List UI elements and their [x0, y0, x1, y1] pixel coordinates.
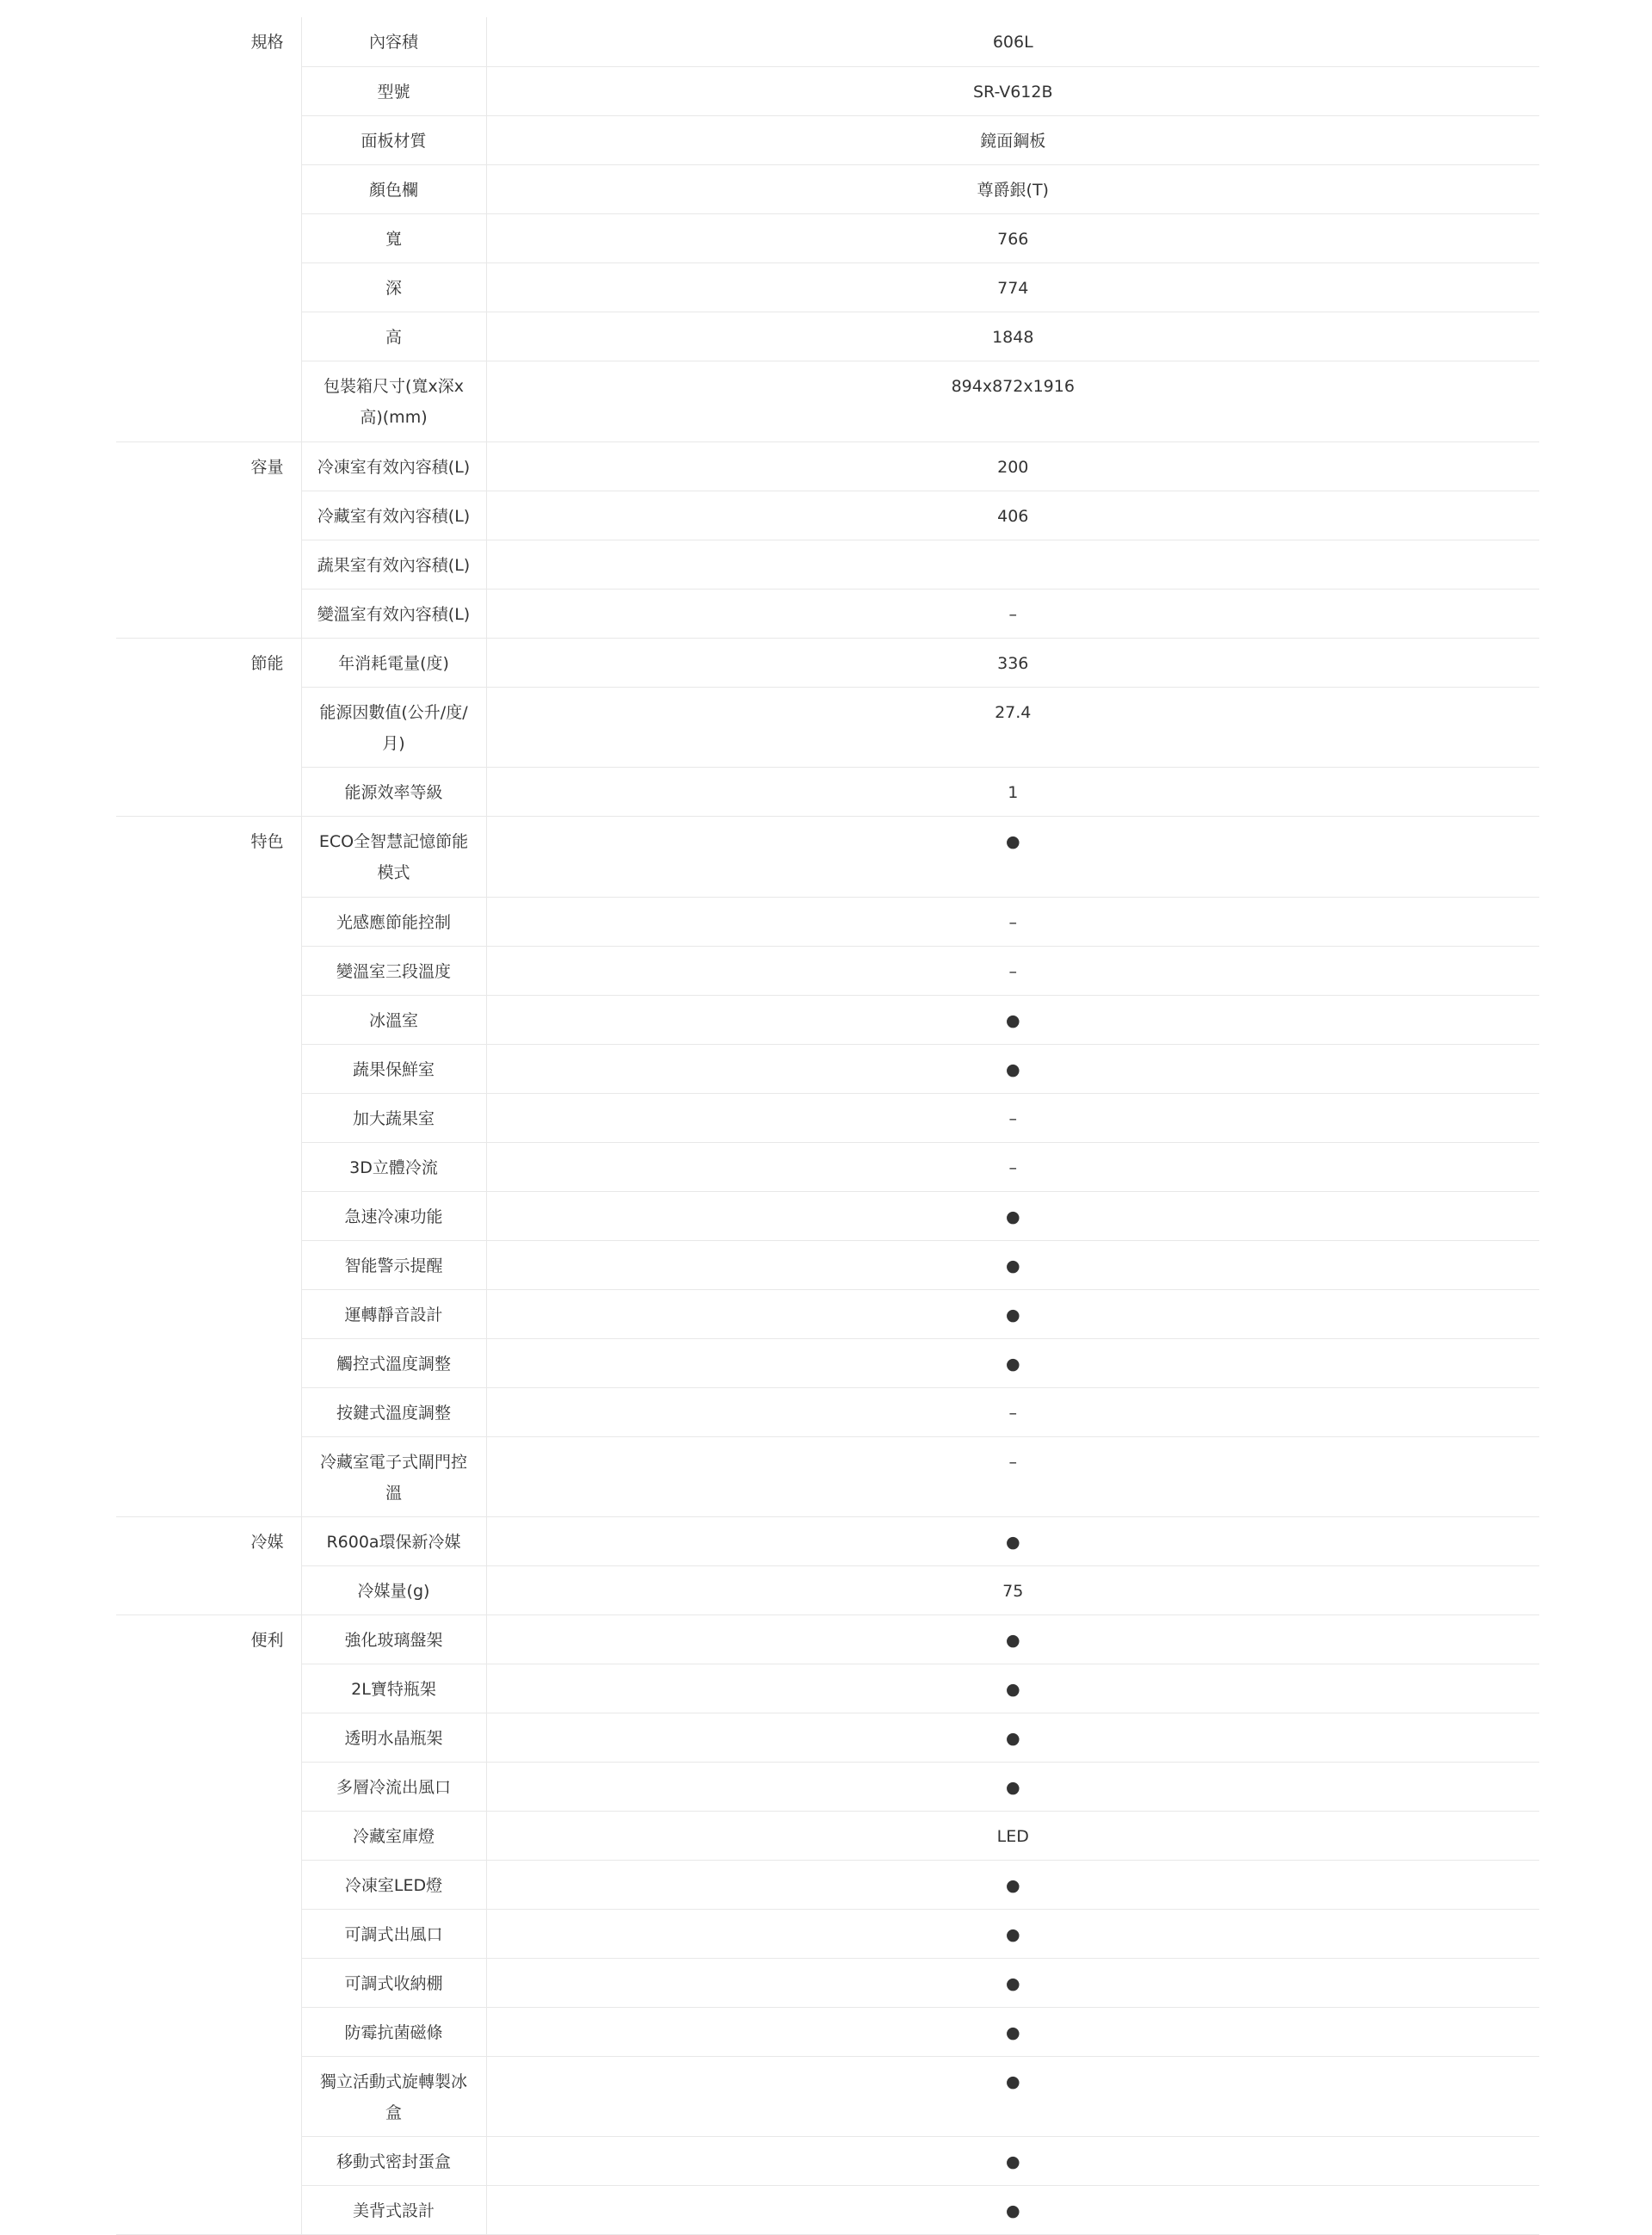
spec-row: [116, 1516, 1539, 1565]
spec-item-label: 型號: [301, 66, 486, 115]
spec-item-label: 年消耗電量(度): [301, 638, 486, 687]
spec-value-dot-icon: ●: [486, 1664, 1539, 1713]
spec-row: [116, 1093, 1539, 1142]
spec-value-dot-icon: ●: [486, 1516, 1539, 1565]
spec-category: [116, 1860, 301, 1909]
spec-value: –: [486, 1387, 1539, 1436]
spec-value: SR-V612B: [486, 66, 1539, 115]
spec-item-label: R600a環保新冷媒: [301, 1516, 486, 1565]
spec-category: [116, 1044, 301, 1093]
spec-value: LED: [486, 1811, 1539, 1860]
spec-value: 894x872x1916: [486, 361, 1539, 441]
spec-row: [116, 1338, 1539, 1387]
spec-row: [116, 1958, 1539, 2007]
spec-row: [116, 1615, 1539, 1664]
spec-item-label: 加大蔬果室: [301, 1093, 486, 1142]
spec-value-dot-icon: ●: [486, 1909, 1539, 1958]
spec-row: [116, 816, 1539, 897]
spec-row: [116, 491, 1539, 540]
spec-row: [116, 1811, 1539, 1860]
spec-table: [116, 17, 1539, 2235]
spec-item-label: 冷媒量(g): [301, 1565, 486, 1615]
spec-item-label: 觸控式溫度調整: [301, 1338, 486, 1387]
spec-value-dot-icon: ●: [486, 995, 1539, 1044]
spec-category: 規格: [116, 17, 301, 66]
spec-category: [116, 1762, 301, 1811]
spec-row: [116, 687, 1539, 767]
spec-item-label: 按鍵式溫度調整: [301, 1387, 486, 1436]
spec-value: –: [486, 1142, 1539, 1191]
spec-row: [116, 1142, 1539, 1191]
spec-value-dot-icon: ●: [486, 1713, 1539, 1762]
spec-value-dot-icon: ●: [486, 1860, 1539, 1909]
spec-category: [116, 1191, 301, 1240]
spec-row: [116, 1860, 1539, 1909]
spec-row: [116, 213, 1539, 262]
spec-value: 200: [486, 441, 1539, 491]
spec-row: [116, 115, 1539, 164]
spec-value-dot-icon: ●: [486, 1289, 1539, 1338]
spec-item-label: 變溫室有效內容積(L): [301, 589, 486, 638]
spec-category: [116, 2007, 301, 2056]
spec-category: [116, 995, 301, 1044]
spec-value: 尊爵銀(T): [486, 164, 1539, 213]
spec-item-label: 冷凍室有效內容積(L): [301, 441, 486, 491]
spec-category: [116, 1436, 301, 1516]
spec-row: [116, 262, 1539, 312]
spec-category: [116, 1338, 301, 1387]
spec-category: [116, 2185, 301, 2234]
spec-item-label: 變溫室三段溫度: [301, 946, 486, 995]
spec-row: [116, 1044, 1539, 1093]
spec-category: [116, 1909, 301, 1958]
spec-value: –: [486, 897, 1539, 946]
spec-value-dot-icon: ●: [486, 1338, 1539, 1387]
spec-category: [116, 540, 301, 589]
spec-row: [116, 1909, 1539, 1958]
spec-row: [116, 1713, 1539, 1762]
spec-category: [116, 1093, 301, 1142]
spec-item-label: 可調式收納棚: [301, 1958, 486, 2007]
spec-item-label: 3D立體冷流: [301, 1142, 486, 1191]
spec-category: [116, 312, 301, 361]
spec-item-label: 包裝箱尺寸(寬x深x高)(mm): [301, 361, 486, 441]
spec-value: –: [486, 1436, 1539, 1516]
spec-value: 406: [486, 491, 1539, 540]
spec-category: [116, 1713, 301, 1762]
spec-category: [116, 66, 301, 115]
spec-item-label: 冷凍室LED燈: [301, 1860, 486, 1909]
spec-category: [116, 213, 301, 262]
spec-item-label: 獨立活動式旋轉製冰盒: [301, 2056, 486, 2136]
spec-item-label: 強化玻璃盤架: [301, 1615, 486, 1664]
spec-value: 336: [486, 638, 1539, 687]
spec-row: [116, 441, 1539, 491]
spec-category: [116, 1664, 301, 1713]
spec-row: [116, 2056, 1539, 2136]
spec-category: [116, 897, 301, 946]
spec-item-label: 冷藏室電子式閘門控溫: [301, 1436, 486, 1516]
spec-category: [116, 2136, 301, 2185]
spec-item-label: 冷藏室庫燈: [301, 1811, 486, 1860]
spec-category: [116, 262, 301, 312]
spec-category: [116, 1387, 301, 1436]
spec-value: 766: [486, 213, 1539, 262]
spec-value-dot-icon: ●: [486, 2136, 1539, 2185]
spec-row: [116, 1191, 1539, 1240]
spec-value: –: [486, 1093, 1539, 1142]
spec-value-dot-icon: ●: [486, 816, 1539, 897]
spec-value-dot-icon: ●: [486, 1615, 1539, 1664]
spec-category: 便利: [116, 1615, 301, 1664]
spec-category: [116, 361, 301, 441]
spec-row: [116, 1565, 1539, 1615]
spec-category: [116, 115, 301, 164]
spec-item-label: 顏色欄: [301, 164, 486, 213]
spec-category: [116, 1240, 301, 1289]
spec-item-label: 高: [301, 312, 486, 361]
spec-row: [116, 1387, 1539, 1436]
spec-category: [116, 1565, 301, 1615]
spec-row: [116, 897, 1539, 946]
spec-row: [116, 361, 1539, 441]
spec-item-label: 內容積: [301, 17, 486, 66]
spec-category: [116, 491, 301, 540]
spec-value-dot-icon: ●: [486, 2056, 1539, 2136]
spec-category: [116, 946, 301, 995]
spec-value-dot-icon: ●: [486, 2007, 1539, 2056]
spec-row: [116, 995, 1539, 1044]
spec-row: [116, 17, 1539, 66]
spec-category: [116, 164, 301, 213]
spec-item-label: 蔬果室有效內容積(L): [301, 540, 486, 589]
spec-row: [116, 1664, 1539, 1713]
spec-row: [116, 638, 1539, 687]
spec-item-label: 智能警示提醒: [301, 1240, 486, 1289]
spec-row: [116, 2185, 1539, 2234]
spec-row: [116, 540, 1539, 589]
spec-value: 1: [486, 767, 1539, 816]
spec-item-label: 冰溫室: [301, 995, 486, 1044]
spec-value: 75: [486, 1565, 1539, 1615]
spec-item-label: 蔬果保鮮室: [301, 1044, 486, 1093]
spec-row: [116, 1289, 1539, 1338]
spec-item-label: 寬: [301, 213, 486, 262]
spec-value-dot-icon: ●: [486, 1044, 1539, 1093]
spec-category: 冷媒: [116, 1516, 301, 1565]
spec-value-dot-icon: ●: [486, 2185, 1539, 2234]
spec-category: [116, 767, 301, 816]
spec-item-label: 急速冷凍功能: [301, 1191, 486, 1240]
spec-item-label: 透明水晶瓶架: [301, 1713, 486, 1762]
spec-category: [116, 1811, 301, 1860]
spec-value: 27.4: [486, 687, 1539, 767]
spec-value-dot-icon: ●: [486, 1191, 1539, 1240]
spec-item-label: 美背式設計: [301, 2185, 486, 2234]
spec-item-label: 面板材質: [301, 115, 486, 164]
spec-row: [116, 164, 1539, 213]
spec-item-label: 運轉靜音設計: [301, 1289, 486, 1338]
spec-row: [116, 1240, 1539, 1289]
spec-item-label: 移動式密封蛋盒: [301, 2136, 486, 2185]
spec-value: 1848: [486, 312, 1539, 361]
spec-row: [116, 1436, 1539, 1516]
spec-category: [116, 2056, 301, 2136]
spec-category: 特色: [116, 816, 301, 897]
spec-category: [116, 1142, 301, 1191]
spec-row: [116, 1762, 1539, 1811]
spec-category: 容量: [116, 441, 301, 491]
spec-category: [116, 589, 301, 638]
spec-item-label: 能源效率等級: [301, 767, 486, 816]
spec-value: –: [486, 946, 1539, 995]
spec-row: [116, 767, 1539, 816]
spec-item-label: 多層冷流出風口: [301, 1762, 486, 1811]
spec-row: [116, 2007, 1539, 2056]
spec-item-label: 深: [301, 262, 486, 312]
spec-value: [486, 540, 1539, 589]
spec-category: [116, 1958, 301, 2007]
spec-item-label: ECO全智慧記憶節能模式: [301, 816, 486, 897]
spec-row: [116, 589, 1539, 638]
spec-row: [116, 946, 1539, 995]
spec-row: [116, 312, 1539, 361]
spec-category: [116, 687, 301, 767]
spec-table-body: [116, 17, 1539, 2234]
spec-row: [116, 66, 1539, 115]
spec-value-dot-icon: ●: [486, 1958, 1539, 2007]
spec-item-label: 2L寶特瓶架: [301, 1664, 486, 1713]
spec-item-label: 冷藏室有效內容積(L): [301, 491, 486, 540]
spec-item-label: 光感應節能控制: [301, 897, 486, 946]
spec-value: 774: [486, 262, 1539, 312]
spec-value-dot-icon: ●: [486, 1762, 1539, 1811]
spec-row: [116, 2136, 1539, 2185]
spec-category: 節能: [116, 638, 301, 687]
spec-item-label: 防霉抗菌磁條: [301, 2007, 486, 2056]
spec-category: [116, 1289, 301, 1338]
spec-value-dot-icon: ●: [486, 1240, 1539, 1289]
spec-value: –: [486, 589, 1539, 638]
spec-item-label: 能源因數值(公升/度/月): [301, 687, 486, 767]
spec-value: 鏡面鋼板: [486, 115, 1539, 164]
spec-value: 606L: [486, 17, 1539, 66]
spec-item-label: 可調式出風口: [301, 1909, 486, 1958]
